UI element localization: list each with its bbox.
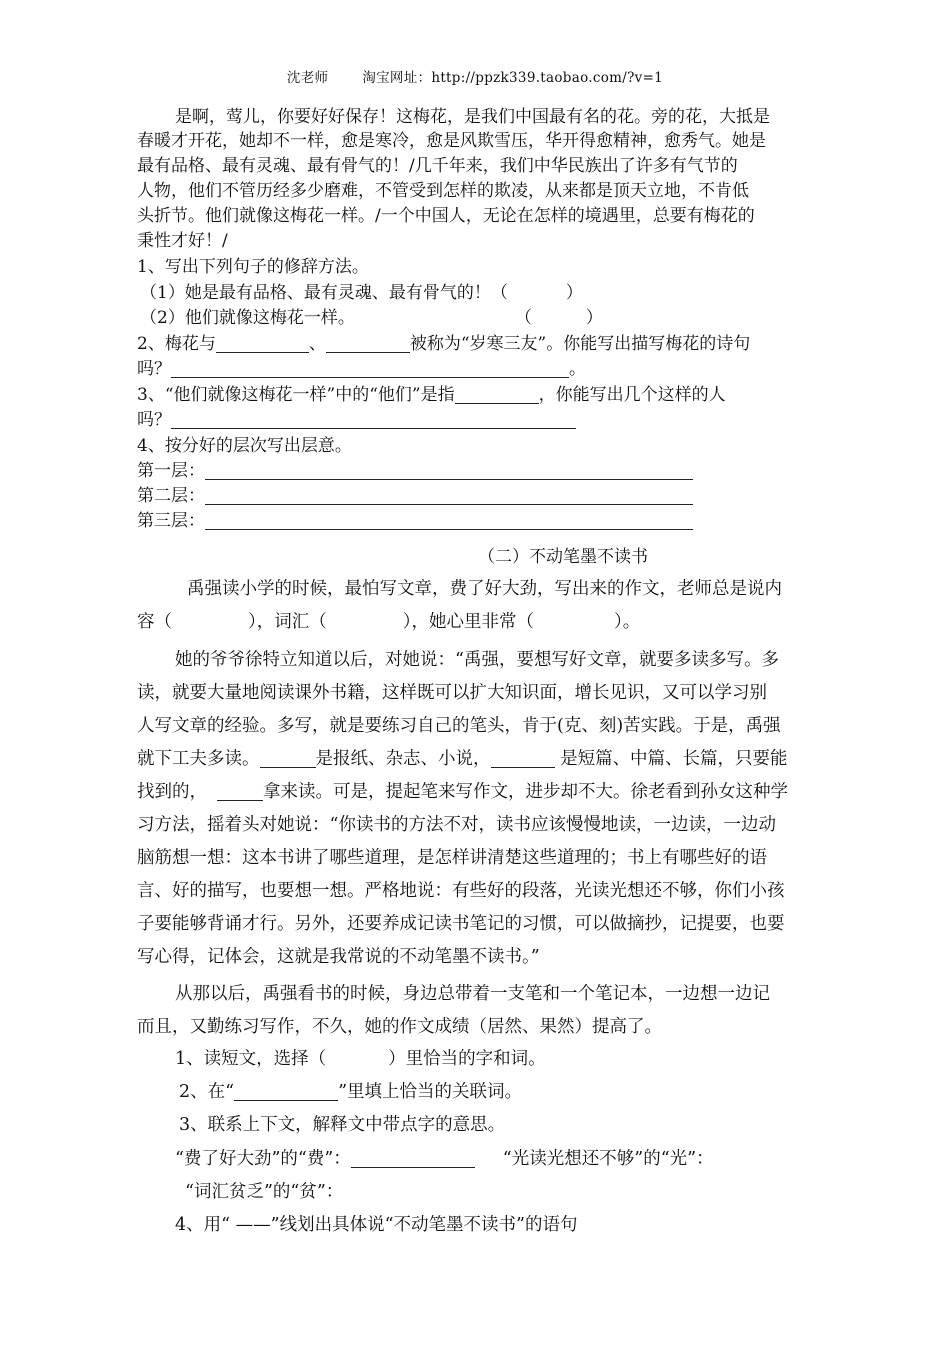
q1a-close: ）	[565, 283, 583, 303]
q3-blank-1[interactable]	[455, 385, 539, 404]
q2-blank-1[interactable]	[216, 334, 309, 353]
q2-blank-2[interactable]	[326, 334, 410, 353]
q3-text-b: ，你能写出几个这样的人	[538, 385, 726, 405]
layer-3-label: 第三层：	[137, 511, 205, 531]
p2-q3-word-2: “光读光想还不够”的“光”：	[502, 1149, 714, 1169]
passage1-line-1: 是啊，莺儿，你要好好保存！这梅花，是我们中国最有名的花。旁的花，大抵是	[175, 107, 770, 127]
passage1-line-4: 人物，他们不管历经多少磨难，不管受到怎样的欺凌，从来都是顶天立地，不肯低	[137, 181, 749, 201]
header-teacher: 沈老师	[286, 70, 329, 86]
passage2-p1-line-2	[137, 606, 640, 639]
passage2-p2-line-4	[137, 743, 788, 776]
q2-line-2	[137, 357, 586, 381]
passage2-p2-line-8: 言、好的描写，也要想一想。严格地说：有些好的段落，光读光想还不够，你们小孩	[137, 881, 785, 901]
p2-q3-blank-1[interactable]	[351, 1149, 475, 1168]
p2-q3-word-1: “费了好大劲”的“费”：	[175, 1149, 351, 1169]
p2-q1	[175, 1043, 546, 1076]
p2-q3-words-row-1	[175, 1143, 714, 1176]
passage2-p2-line-3: 人写文章的经验。多写，就是要练习自己的笔头，肯于(克、刻)苦实践。于是，禹强	[137, 716, 781, 736]
p2-q2-text-b: ”里填上恰当的关联词。	[338, 1082, 523, 1102]
layer-1-label: 第一层：	[137, 461, 205, 481]
passage2-p1-line-1: 禹强读小学的时候，最怕写文章，费了好大劲，写出来的作文，老师总是说内	[187, 579, 782, 599]
p2-l4-text-c: 是短篇、中篇、长篇，只要能	[554, 749, 788, 769]
p2-q1-text-a: 1、读短文，选择（	[175, 1049, 327, 1069]
p2-l4-text-a: 就下工夫多读。	[137, 749, 260, 769]
layer-2-label: 第二层：	[137, 486, 205, 506]
p2-q2-blank[interactable]	[234, 1082, 338, 1101]
conj-blank-1[interactable]	[260, 749, 316, 768]
passage1-line-3: 最有品格、最有灵魂、最有骨气的！/几千年来，我们中华民族出了许多有气节的	[137, 156, 738, 176]
p2-q2-text-a: 2、在“	[179, 1082, 235, 1102]
layer-3-blank[interactable]	[205, 511, 693, 530]
q2-text-end: 。	[569, 359, 586, 379]
page-header	[0, 66, 950, 86]
header-shop-url: 淘宝网址：http://ppzk339.taobao.com/?v=1	[362, 70, 664, 86]
layer-3-row	[137, 509, 693, 533]
passage2-p2-line-10: 写心得，记体会，这就是我常说的不动笔墨不读书。”	[137, 947, 540, 967]
q2-text-b: 、	[308, 334, 326, 354]
p2-l5-text-a: 找到的，	[137, 782, 207, 802]
passage2-p2-line-9: 子要能够背诵才行。另外，还要养成记读书笔记的习惯，可以做摘抄，记提要，也要	[137, 914, 785, 934]
passage2-p2-line-2: 读，就要大量地阅读课外书籍，这样既可以扩大知识面，增长见识，又可以学习别	[137, 683, 767, 703]
q2-line-1	[137, 332, 750, 356]
passage2-p2-line-5	[137, 776, 788, 809]
q1b-text: （2）他们就像这梅花一样。	[140, 308, 355, 328]
q3-line-2	[137, 408, 576, 432]
passage2-p2-line-6: 习方法，摇着头对她说：“你读书的方法不对，读书应该慢慢地读，一边读，一边动	[137, 815, 776, 835]
q2-text-a: 2、梅花与	[137, 334, 216, 354]
q1b-close: ）	[585, 308, 603, 328]
p2-q3-word-3: “词汇贫乏”的“贫”：	[185, 1182, 344, 1202]
conj-blank-3[interactable]	[217, 782, 263, 801]
q3-text-c: 吗？	[137, 410, 171, 430]
layer-2-blank[interactable]	[205, 486, 693, 505]
section-2-title: （二）不动笔墨不读书	[478, 547, 648, 567]
q4-heading: 4、按分好的层次写出层意。	[137, 436, 352, 456]
p2-l4-text-b: 是报纸、杂志、小说，	[315, 749, 491, 769]
q1b	[140, 306, 603, 330]
passage2-p3-line-2: 而且，又勤练习写作，不久，她的作文成绩（居然、果然）提高了。	[137, 1017, 662, 1037]
passage2-p2-line-7: 脑筋想一想：这本书讲了哪些道理，是怎样讲清楚这些道理的；书上有哪些好的语	[137, 848, 767, 868]
p1-text-3: ），她心里非常（	[402, 612, 534, 632]
q3-line-1	[137, 383, 726, 407]
q1a-text: （1）她是最有品格、最有灵魂、最有骨气的！（	[140, 283, 508, 303]
layer-1-blank[interactable]	[205, 461, 693, 480]
q2-text-d: 吗？	[137, 359, 171, 379]
p2-q4: 4、用“ ——”线划出具体说“不动笔墨不读书”的语句	[175, 1215, 578, 1235]
p1-text-4: ）。	[614, 612, 641, 632]
passage1-line-6: 秉性才好！/	[137, 231, 228, 251]
passage1-line-5: 头折节。他们就像这梅花一样。/一个中国人，无论在怎样的境遇里，总要有梅花的	[137, 206, 755, 226]
q3-text-a: 3、“他们就像这梅花一样”中的“他们”是指	[137, 385, 455, 405]
q3-blank-2[interactable]	[171, 410, 576, 429]
q1-heading: 1、写出下列句子的修辞方法。	[137, 257, 369, 277]
p2-q1-text-b: ）里恰当的字和词。	[388, 1049, 546, 1069]
p2-q3: 3、联系上下文，解释文中带点字的意思。	[179, 1115, 506, 1135]
passage2-p3-line-1: 从那以后，禹强看书的时候，身边总带着一支笔和一个笔记本，一边想一边记	[175, 984, 770, 1004]
layer-1-row	[137, 459, 693, 483]
layer-2-row	[137, 484, 693, 508]
passage1-line-2: 春暖才开花，她却不一样，愈是寒冷，愈是风欺雪压，华开得愈精神，愈秀气。她是	[137, 131, 766, 151]
p1-text-1: 容（	[137, 612, 172, 632]
q2-text-c: 被称为“岁寒三友”。你能写出描写梅花的诗句	[409, 334, 751, 354]
passage2-p2-line-1: 她的爷爷徐特立知道以后，对她说：“禹强，要想写好文章，就要多读多写。多	[175, 650, 779, 670]
conj-blank-2[interactable]	[491, 749, 555, 768]
p2-q2	[179, 1076, 522, 1109]
p1-text-2: ），词汇（	[248, 612, 327, 632]
p2-l5-text-b: 拿来读。可是，提起笔来写作文，进步却不大。徐老看到孙女这种学	[263, 782, 788, 802]
q1a	[140, 281, 583, 305]
q1b-open: （	[514, 308, 532, 328]
q2-poem-blank[interactable]	[171, 359, 569, 378]
